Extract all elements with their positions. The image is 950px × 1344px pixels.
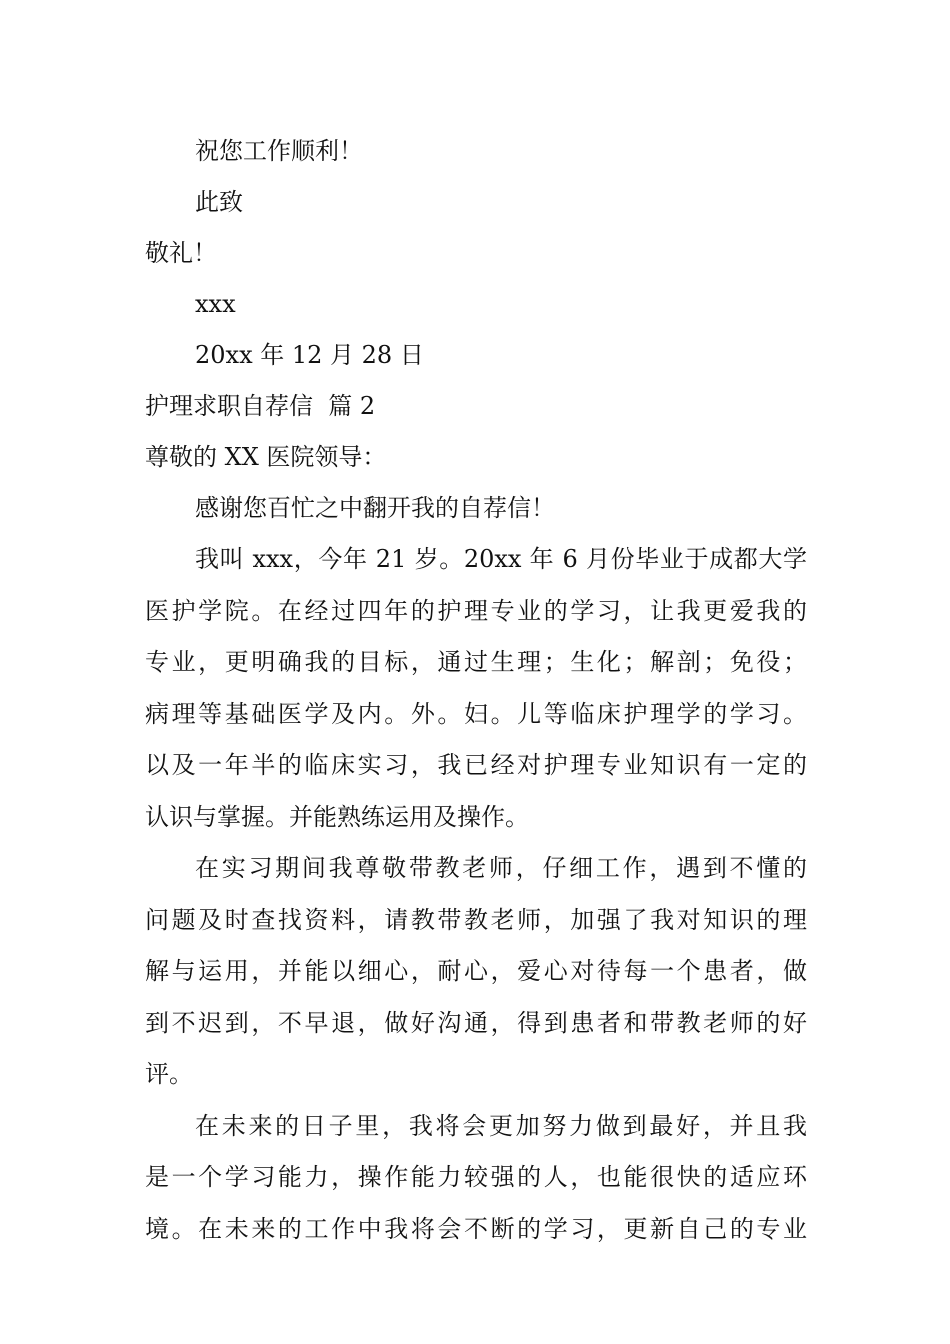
paragraph-line: 认识与掌握。并能熟练运用及操作。 <box>145 802 529 831</box>
letter-thanks: 感谢您百忙之中翻开我的自荐信！ <box>195 494 555 522</box>
closing-signature: xxx <box>195 290 236 318</box>
section-heading: 护理求职自荐信 篇 2 <box>145 392 376 420</box>
closing-wish: 祝您工作顺利！ <box>195 137 363 165</box>
paragraph-line: 是一个学习能力，操作能力较强的人，也能很快的适应环 <box>145 1163 807 1191</box>
paragraph-line: 在实习期间我尊敬带教老师，仔细工作，遇到不懂的 <box>195 854 807 882</box>
closing-regards: 敬礼！ <box>145 239 217 267</box>
document-body <box>145 126 807 1255</box>
closing-salutation: 此致 <box>195 188 243 216</box>
paragraph-line: 我叫 xxx，今年 21 岁。20xx 年 6 月份毕业于成都大学 <box>195 545 807 573</box>
paragraph-line: 病理等基础医学及内。外。妇。儿等临床护理学的学习。 <box>145 699 807 728</box>
paragraph-line: 专业，更明确我的目标，通过生理；生化；解剖；免役； <box>145 648 807 676</box>
paragraph-intro <box>145 534 807 843</box>
paragraph-future <box>145 1101 807 1256</box>
closing-date: 20xx 年 12 月 28 日 <box>195 341 424 369</box>
paragraph-line: 医护学院。在经过四年的护理专业的学习，让我更爱我的 <box>145 596 807 625</box>
paragraph-line: 解与运用，并能以细心，耐心，爱心对待每一个患者，做 <box>145 957 807 985</box>
paragraph-line: 境。在未来的工作中我将会不断的学习，更新自己的专业 <box>145 1214 807 1243</box>
paragraph-line: 在未来的日子里，我将会更加努力做到最好，并且我 <box>195 1111 807 1140</box>
paragraph-line: 以及一年半的临床实习，我已经对护理专业知识有一定的 <box>145 751 807 779</box>
paragraph-line: 到不迟到，不早退，做好沟通，得到患者和带教老师的好 <box>145 1008 807 1037</box>
letter-greeting: 尊敬的 XX 医院领导： <box>145 443 387 471</box>
paragraph-line: 评。 <box>145 1060 193 1088</box>
paragraph-internship <box>145 843 807 1101</box>
paragraph-line: 问题及时查找资料，请教带教老师，加强了我对知识的理 <box>145 905 807 934</box>
